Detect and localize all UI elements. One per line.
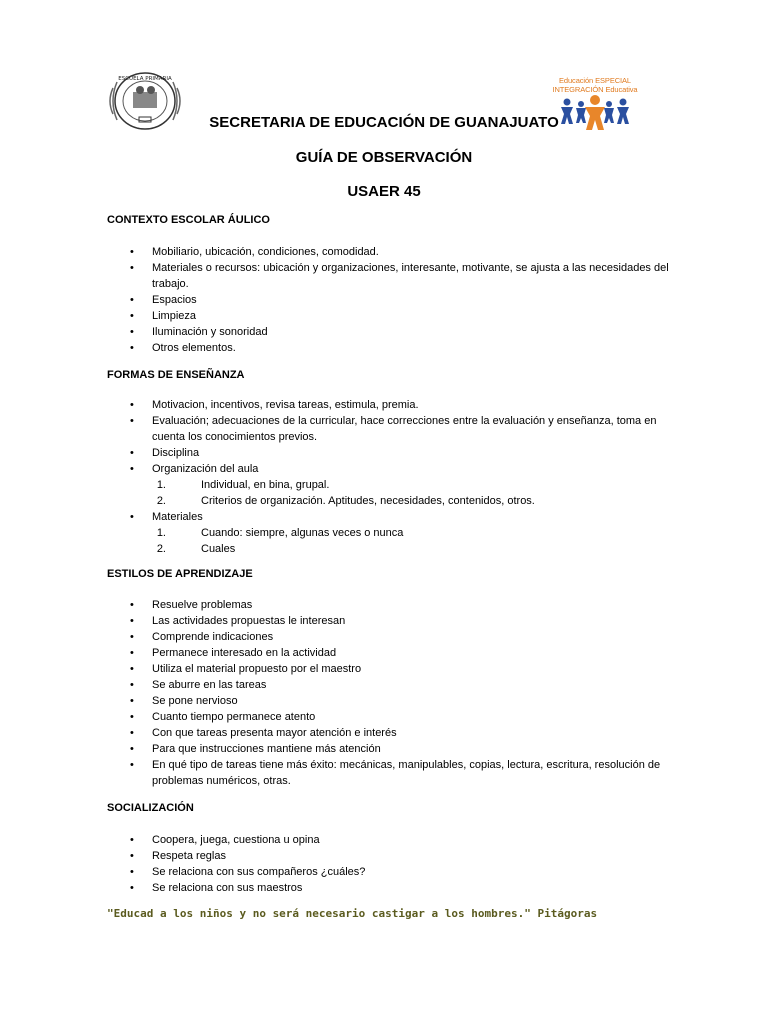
sublist-item: 1. Individual, en bina, grupal. bbox=[156, 479, 330, 491]
logo-right-line1: Educación ESPECIAL bbox=[559, 76, 631, 85]
list-item: • Evaluación; adecuaciones de la curricular, hace correcciones entre la evaluación y enseñanza, toma en cuenta los conocimientos previos. bbox=[152, 413, 672, 445]
list-estilos bbox=[152, 597, 672, 789]
sublist-materiales bbox=[152, 525, 672, 557]
list-item-materiales bbox=[152, 509, 672, 557]
list-item: • Coopera, juega, cuestiona u opina bbox=[152, 832, 672, 848]
title-secretaria: SECRETARIA DE EDUCACIÓN DE GUANAJUATO bbox=[209, 114, 559, 131]
list-item: • Con que tareas presenta mayor atención e interés bbox=[152, 725, 672, 741]
title-usaer: USAER 45 bbox=[347, 183, 421, 200]
list-item: • Materiales o recursos: ubicación y organizaciones, interesante, motivante, se ajusta a las necesidades del trabajo. bbox=[152, 260, 672, 292]
sublist-item: 2. Criterios de organización. Aptitudes, necesidades, contenidos, otros. bbox=[156, 495, 535, 507]
list-item: • Limpieza bbox=[152, 308, 672, 324]
list-item: • Comprende indicaciones bbox=[152, 629, 672, 645]
list-item: • Se aburre en las tareas bbox=[152, 677, 672, 693]
list-item: • Para que instrucciones mantiene más atención bbox=[152, 741, 672, 757]
list-item: • Motivacion, incentivos, revisa tareas, estimula, premia. bbox=[152, 397, 672, 413]
list-item: • Cuanto tiempo permanece atento bbox=[152, 709, 672, 725]
svg-text:ESCUELA PRIMARIA: ESCUELA PRIMARIA bbox=[118, 76, 172, 82]
logo-right-line2: INTEGRACIÓN Educativa bbox=[552, 85, 638, 94]
list-item: • Las actividades propuestas le interesan bbox=[152, 613, 672, 629]
list-item: • Respeta reglas bbox=[152, 848, 672, 864]
sublist-item: 2. Cuales bbox=[156, 543, 236, 555]
list-item: • Mobiliario, ubicación, condiciones, comodidad. bbox=[152, 244, 672, 260]
list-item: • Se relaciona con sus maestros bbox=[152, 880, 672, 896]
list-socializacion bbox=[152, 832, 672, 896]
list-item: • Utiliza el material propuesto por el maestro bbox=[152, 661, 672, 677]
list-item: • Se relaciona con sus compañeros ¿cuáles? bbox=[152, 864, 672, 880]
title-guia: GUÍA DE OBSERVACIÓN bbox=[295, 149, 473, 166]
list-item: • Espacios bbox=[152, 292, 672, 308]
quote-pitagoras: "Educad a los niños y no será necesario castigar a los hombres." Pitágoras bbox=[107, 907, 598, 920]
list-item-label: Materiales bbox=[152, 511, 203, 523]
list-contexto bbox=[152, 244, 672, 356]
list-item: • Resuelve problemas bbox=[152, 597, 672, 613]
sublist-item: 1. Cuando: siempre, algunas veces o nunca bbox=[156, 527, 404, 539]
list-item-label: Organización del aula bbox=[152, 463, 259, 475]
section-heading-estilos: ESTILOS DE APRENDIZAJE bbox=[107, 568, 253, 580]
list-item: • Disciplina bbox=[152, 445, 672, 461]
section-heading-contexto: CONTEXTO ESCOLAR ÁULICO bbox=[107, 214, 270, 226]
list-item: • Iluminación y sonoridad bbox=[152, 324, 672, 340]
list-item-organizacion bbox=[152, 461, 672, 509]
list-item: • Permanece interesado en la actividad bbox=[152, 645, 672, 661]
list-formas bbox=[152, 397, 672, 557]
list-item: • Se pone nervioso bbox=[152, 693, 672, 709]
section-heading-formas: FORMAS DE ENSEÑANZA bbox=[107, 369, 245, 381]
section-heading-socializacion: SOCIALIZACIÓN bbox=[107, 802, 194, 814]
list-item: • Otros elementos. bbox=[152, 340, 672, 356]
list-item: • En qué tipo de tareas tiene más éxito: mecánicas, manipulables, copias, lectura, escritura, resolución de problemas numéricos, otras. bbox=[152, 757, 672, 789]
sublist-organizacion bbox=[152, 477, 672, 509]
